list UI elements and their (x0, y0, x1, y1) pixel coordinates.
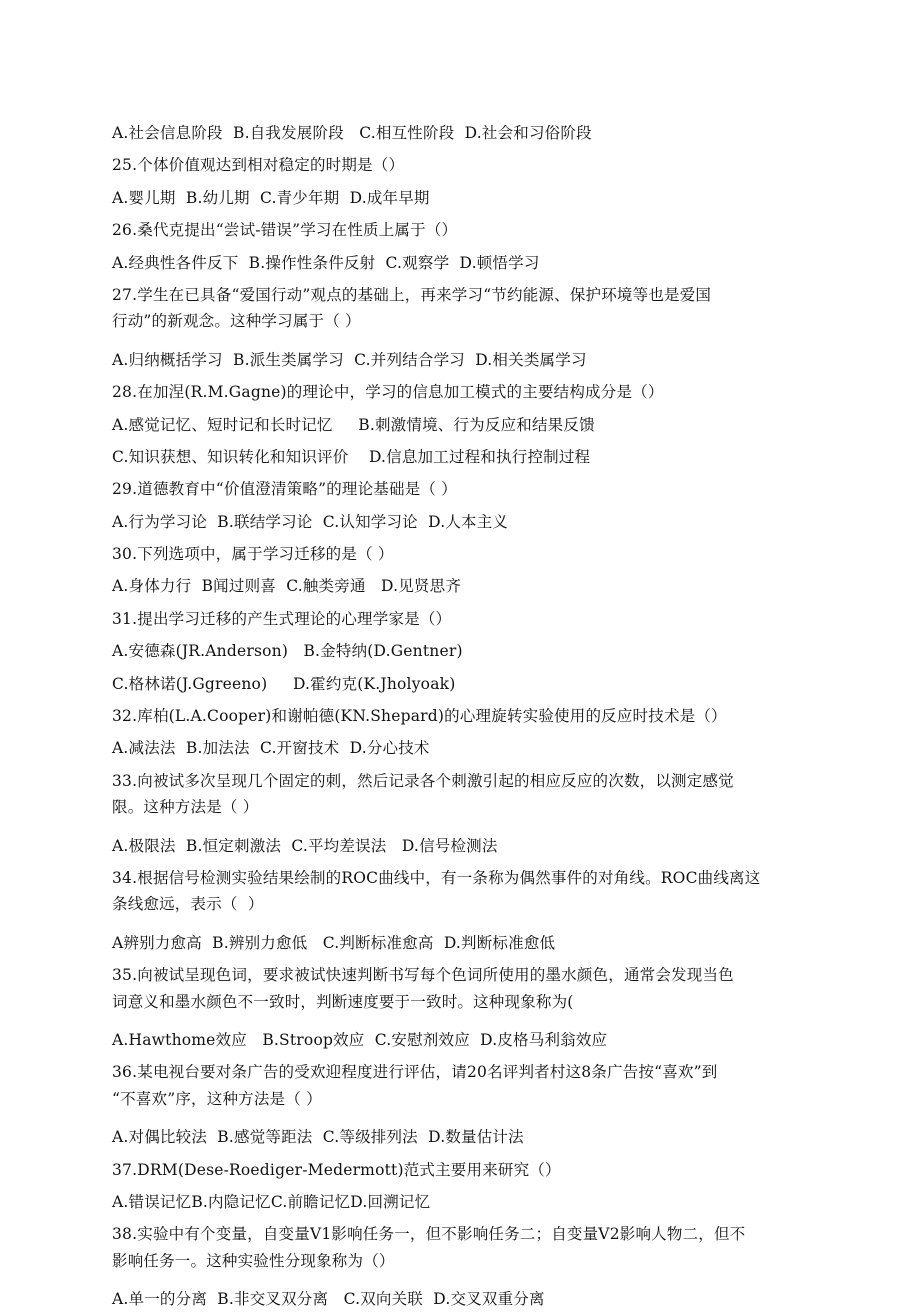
option-line: A辨别力愈高 B.辨别力愈低 C.判断标准愈高 D.判断标准愈低 (112, 933, 556, 952)
question-line: 30.下列选项中，属于学习迁移的是（ ） (112, 545, 394, 564)
option-line: A.Hawthome效应 B.Stroop效应 C.安慰剂效应 D.皮格马利翁效应 (112, 1030, 608, 1049)
question-line: 31.提出学习迁移的产生式理论的心理学家是（） (112, 609, 452, 628)
option-line: A.身体力行 B闻过则喜 C.触类旁通 D.见贤思齐 (112, 577, 462, 596)
question-line: 32.库柏(L.A.Cooper)和谢帕德(KN.Shepard)的心理旋转实验使用的反应时技术是（） (112, 707, 727, 726)
question-line-continuation: 行动”的新观念。这种学习属于（ ） (112, 312, 361, 331)
option-line: A.极限法 B.恒定刺激法 C.平均差误法 D.信号检测法 (112, 836, 498, 855)
option-line: A.感觉记忆、短时记和长时记忆 B.刺激情境、行为反应和结果反馈 (112, 415, 595, 434)
option-line: A.安德森(JR.Anderson) B.金特纳(D.Gentner) (112, 642, 463, 661)
question-line: 33.向被试多次呈现几个固定的刺，然后记录各个刺激引起的相应反应的次数，以测定感觉 (112, 771, 734, 790)
option-line: A.错误记忆B.内隐记忆C.前瞻记忆D.回溯记忆 (112, 1192, 431, 1211)
option-line: A.对偶比较法 B.感觉等距法 C.等级排列法 D.数量估计法 (112, 1128, 524, 1147)
option-line: A.单一的分离 B.非交叉双分离 C.双向关联 D.交叉双重分离 (112, 1290, 545, 1309)
question-line: 25.个体价值观达到相对稳定的时期是（） (112, 156, 405, 175)
question-line: 35.向被试呈现色词，要求被试快速判断书写每个色词所使用的墨水颜色，通常会发现当色 (112, 966, 734, 985)
question-line: 38.实验中有个变量，自变量V1影响任务一，但不影响任务二；自变量V2影响人物二，但不 (112, 1225, 746, 1244)
option-line: A.行为学习论 B.联结学习论 C.认知学习论 D.人本主义 (112, 512, 509, 531)
question-line: 28.在加涅(R.M.Gagne)的理论中，学习的信息加工模式的主要结构成分是（） (112, 383, 664, 402)
question-line-continuation: 限。这种方法是（ ） (112, 798, 259, 817)
option-line: A.减法法 B.加法法 C.开窗技术 D.分心技术 (112, 739, 430, 758)
question-line: 26.桑代克提出“尝试-错误”学习在性质上属于（） (112, 221, 458, 240)
option-line: A.婴儿期 B.幼儿期 C.青少年期 D.成年早期 (112, 188, 430, 207)
question-line-continuation: 条线愈远，表示（ ） (112, 895, 264, 914)
option-line: C.格林诺(J.Ggreeno) D.霍约克(K.Jholyoak) (112, 674, 456, 693)
question-line-continuation: 影响任务一。这种实验性分现象称为（） (112, 1251, 395, 1270)
option-line: A.社会信息阶段 B.自我发展阶段 C.相互性阶段 D.社会和习俗阶段 (112, 124, 592, 142)
question-line: 27.学生在已具备“爱国行动”观点的基础上，再来学习“节约能源、保护环境等也是爱国 (112, 285, 712, 304)
question-line-continuation: 词意义和墨水颜色不一致时，判断速度要于一致时。这种现象称为( (112, 992, 574, 1011)
question-line: 29.道德教育中“价值澄清策略”的理论基础是（ ） (112, 480, 457, 499)
option-line: C.知识获想、知识转化和知识评价 D.信息加工过程和执行控制过程 (112, 447, 591, 466)
option-line: A.经典性各件反下 B.操作性条件反射 C.观察学 D.顿悟学习 (112, 253, 540, 272)
question-line-continuation: “不喜欢”序，这种方法是（ ） (112, 1089, 322, 1108)
question-line: 34.根据信号检测实验结果绘制的ROC曲线中，有一条称为偶然事件的对角线。ROC曲线离这 (112, 868, 761, 887)
option-line: A.归纳概括学习 B.派生类属学习 C.并列结合学习 D.相关类属学习 (112, 350, 587, 369)
question-line: 36.某电视台要对条广告的受欢迎程度进行评估，请20名评判者村这8条广告按“喜欢”到 (112, 1063, 718, 1082)
question-line: 37.DRM(Dese-Roediger-Medermott)范式主要用来研究（） (112, 1160, 561, 1179)
